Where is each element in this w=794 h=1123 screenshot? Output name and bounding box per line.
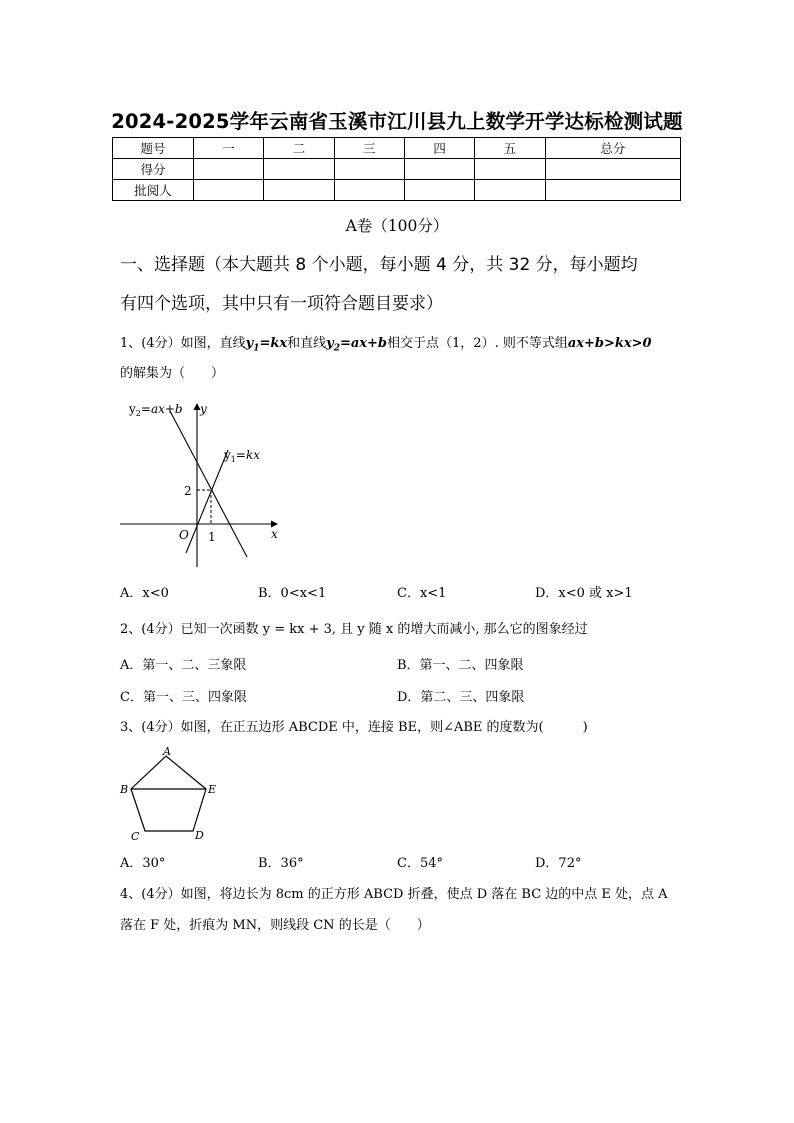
origin-label: O xyxy=(179,528,189,542)
pentagon-shape xyxy=(131,756,206,831)
table-cell: 四 xyxy=(404,138,474,159)
table-cell: 五 xyxy=(475,138,545,159)
q1-graph xyxy=(115,395,290,575)
q3-option-c[interactable]: C．54° xyxy=(397,856,443,871)
table-cell[interactable] xyxy=(475,159,545,180)
question-1-line2: 的解集为（ ） xyxy=(120,366,225,381)
question-1-line1 xyxy=(120,336,652,357)
q1-text: 如图，直线 xyxy=(180,336,246,351)
vertex-label-c: C xyxy=(131,830,140,843)
q1-option-a[interactable]: A．x<0 xyxy=(120,586,169,601)
vertex-label-d: D xyxy=(195,829,204,842)
page-title: 2024-2025学年云南省玉溪市江川县九上数学开学达标检测试题 xyxy=(111,110,683,133)
table-cell[interactable] xyxy=(264,159,334,180)
axis-label-x: x xyxy=(271,527,278,541)
table-cell[interactable] xyxy=(334,180,404,201)
vertex-label-e: E xyxy=(208,783,217,796)
question-4-line1: 4、(4分）如图，将边长为 8cm 的正方形 ABCD 折叠，使点 D 落在 BC 边的中点 E 处，点 A xyxy=(120,887,668,902)
table-cell: 一 xyxy=(194,138,264,159)
q2-option-d[interactable]: D．第二、三、四象限 xyxy=(397,690,525,705)
q1-inequality: ax+b>kx>0 xyxy=(567,336,652,351)
table-row xyxy=(113,159,681,180)
table-cell[interactable] xyxy=(545,180,680,201)
question-2-text: 2、(4分）已知一次函数 y = kx + 3, 且 y 随 x 的增大而减小, 那么它的图象经过 xyxy=(120,622,588,637)
question-4-line2: 落在 F 处，折痕为 MN，则线段 CN 的长是（ ） xyxy=(120,918,430,933)
section-a-heading: A卷（100分） xyxy=(345,217,449,235)
table-cell[interactable] xyxy=(264,180,334,201)
part1-heading-line1: 一、选择题（本大题共 8 个小题，每小题 4 分，共 32 分，每小题均 xyxy=(120,255,638,275)
table-cell: 得分 xyxy=(113,159,194,180)
table-cell[interactable] xyxy=(194,180,264,201)
label-y1: $y_1=kx$ xyxy=(224,448,260,464)
table-cell[interactable] xyxy=(475,180,545,201)
table-cell: 三 xyxy=(334,138,404,159)
part1-heading-line2: 有四个选项，其中只有一项符合题目要求） xyxy=(120,294,443,314)
table-cell[interactable] xyxy=(194,159,264,180)
score-table xyxy=(112,137,681,201)
table-row xyxy=(113,180,681,201)
q3-pentagon-figure xyxy=(115,745,225,845)
table-cell: 题号 xyxy=(113,138,194,159)
q1-option-c[interactable]: C．x<1 xyxy=(397,586,447,601)
tick-label-y: 2 xyxy=(184,484,192,498)
q3-option-d[interactable]: D．72° xyxy=(535,856,582,871)
q1-text: 相交于点（1，2）. 则不等式组 xyxy=(387,336,568,351)
vertex-label-a: A xyxy=(163,745,171,758)
table-cell: 总分 xyxy=(545,138,680,159)
table-cell[interactable] xyxy=(404,159,474,180)
q1-y2: $y_2=ax+b$ xyxy=(326,336,388,354)
q1-option-d[interactable]: D．x<0 或 x>1 xyxy=(535,586,633,601)
table-cell: 批阅人 xyxy=(113,180,194,201)
q2-option-c[interactable]: C．第一、三、四象限 xyxy=(120,690,247,705)
q1-y1: $y_1=kx$ xyxy=(245,336,288,354)
axis-label-y: y xyxy=(200,402,207,416)
tick-label-x: 1 xyxy=(208,530,216,544)
line-y1 xyxy=(186,450,228,553)
table-cell[interactable] xyxy=(404,180,474,201)
q1-number: 1、(4分） xyxy=(120,336,181,351)
q3-option-b[interactable]: B．36° xyxy=(258,856,304,871)
q3-option-a[interactable]: A．30° xyxy=(120,856,166,871)
table-cell[interactable] xyxy=(334,159,404,180)
label-y2: $y_2=ax+b$ xyxy=(129,402,183,418)
q1-text: 和直线 xyxy=(287,336,327,351)
table-header-row xyxy=(113,138,681,159)
table-cell: 二 xyxy=(264,138,334,159)
question-3-text: 3、(4分）如图，在正五边形 ABCDE 中，连接 BE，则∠ABE 的度数为( ) xyxy=(120,720,588,735)
vertex-label-b: B xyxy=(120,783,129,796)
q2-option-b[interactable]: B．第一、二、四象限 xyxy=(397,658,524,673)
table-cell[interactable] xyxy=(545,159,680,180)
q1-option-b[interactable]: B．0<x<1 xyxy=(258,586,327,601)
q2-option-a[interactable]: A．第一、二、三象限 xyxy=(120,658,247,673)
